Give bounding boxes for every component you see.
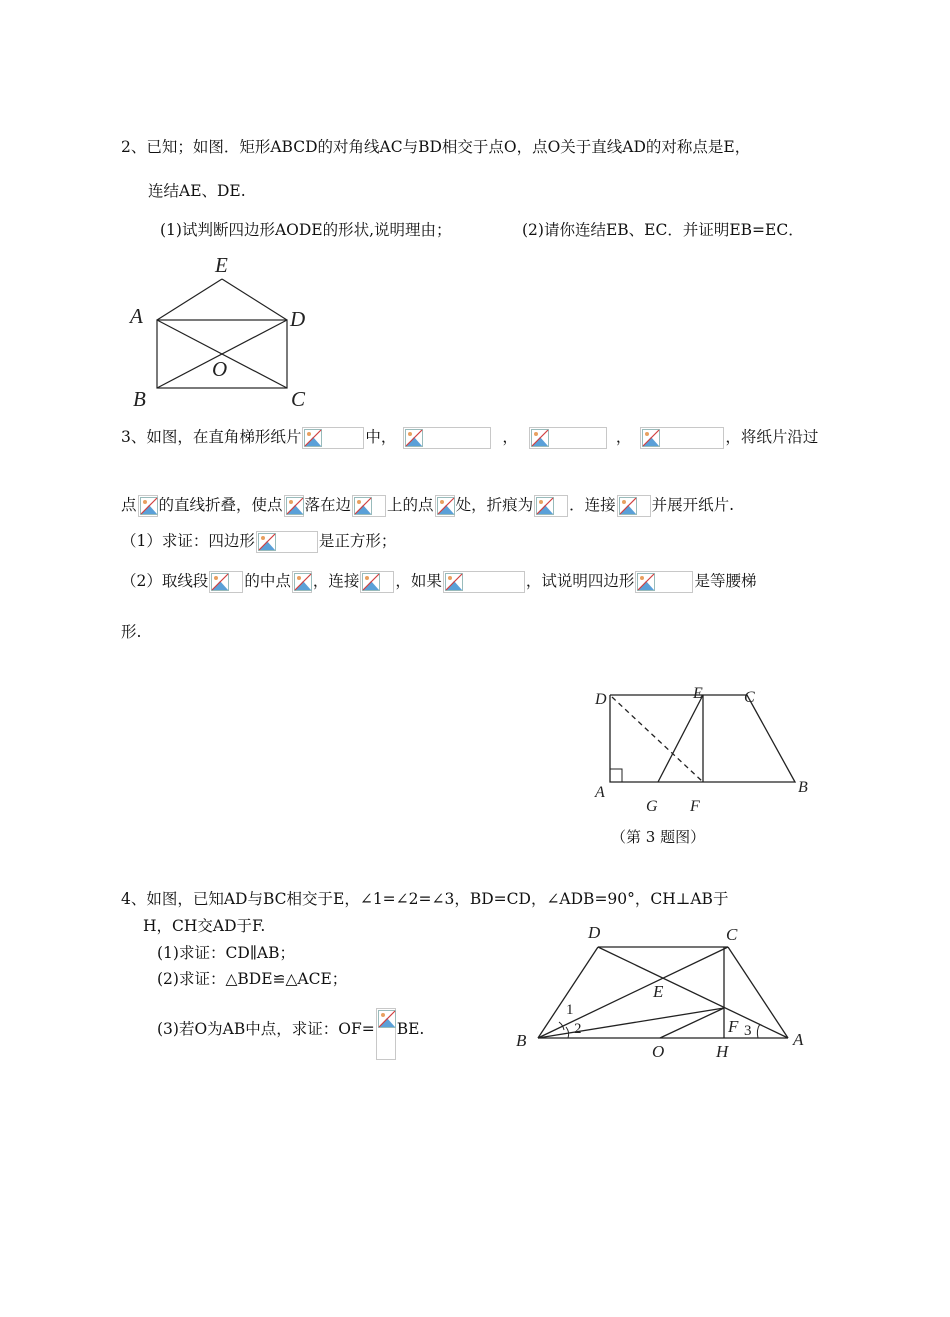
q3-line3: （1）求证：四边形 是正方形； bbox=[121, 530, 396, 553]
q4-sub1: (1)求证：CD∥AB； bbox=[157, 944, 295, 962]
q2-rectangle-figure bbox=[125, 248, 325, 418]
q3-line2: 点 的直线折叠，使点 落在边 上的点 处，折痕为 ．连接 并展开纸片. bbox=[121, 494, 734, 517]
broken-image-icon bbox=[292, 571, 312, 593]
broken-image-icon bbox=[529, 427, 607, 449]
label-d: D bbox=[588, 923, 601, 942]
broken-image-icon bbox=[376, 1008, 396, 1060]
q4-trapezoid-figure bbox=[510, 920, 815, 1065]
label-a: A bbox=[793, 1030, 804, 1049]
label-f: F bbox=[728, 1017, 739, 1036]
broken-image-icon bbox=[443, 571, 525, 593]
label-c: C bbox=[744, 689, 755, 706]
broken-image-icon bbox=[209, 571, 243, 593]
label-d: D bbox=[595, 691, 607, 708]
label-b: B bbox=[133, 387, 146, 411]
broken-image-icon bbox=[640, 427, 724, 449]
figure-caption: （第 3 题图） bbox=[611, 828, 706, 846]
angle-3: 3 bbox=[744, 1023, 752, 1039]
q4-line2: H，CH交AD于F. bbox=[143, 917, 266, 935]
label-o: O bbox=[652, 1042, 665, 1061]
broken-image-icon bbox=[256, 531, 318, 553]
broken-image-icon bbox=[284, 495, 304, 517]
q2-line2: 连结AE、DE. bbox=[148, 182, 246, 200]
label-h: H bbox=[716, 1042, 729, 1061]
q4-line1: 4、如图，已知AD与BC相交于E，∠1=∠2=∠3，BD=CD，∠ADB=90°，CH⊥AB于 bbox=[121, 890, 729, 908]
label-d: D bbox=[290, 307, 306, 331]
label-g: G bbox=[646, 798, 658, 815]
broken-image-icon bbox=[435, 495, 455, 517]
broken-image-icon bbox=[617, 495, 651, 517]
label-a: A bbox=[595, 784, 605, 801]
q2-sub1: (1)试判断四边形AODE的形状,说明理由； bbox=[160, 221, 452, 239]
label-e: E bbox=[215, 253, 228, 277]
label-c: C bbox=[726, 925, 738, 944]
q3-line1: 3、如图，在直角梯形纸片 中， ， ， ，将纸片沿过 bbox=[121, 426, 818, 449]
broken-image-icon bbox=[635, 571, 693, 593]
label-b: B bbox=[516, 1031, 527, 1050]
q4-sub3: (3)若O为AB中点，求证：OF= BE. bbox=[157, 1008, 424, 1060]
q3-trapezoid-figure bbox=[585, 680, 825, 820]
broken-image-icon bbox=[352, 495, 386, 517]
q3-line4: （2）取线段 的中点 ，连接 ，如果 ，试说明四边形 是等腰梯 bbox=[121, 570, 756, 593]
angle-1: 1 bbox=[566, 1002, 574, 1018]
label-c: C bbox=[291, 387, 306, 411]
broken-image-icon bbox=[360, 571, 394, 593]
broken-image-icon bbox=[534, 495, 568, 517]
label-b: B bbox=[798, 779, 808, 796]
label-a: A bbox=[130, 304, 143, 328]
broken-image-icon bbox=[403, 427, 491, 449]
q2-sub2: (2)请你连结EB、EC．并证明EB=EC． bbox=[522, 221, 804, 239]
label-o: O bbox=[212, 357, 228, 381]
broken-image-icon bbox=[138, 495, 158, 517]
label-e: E bbox=[653, 982, 664, 1001]
q4-sub2: (2)求证：△BDE≌△ACE； bbox=[157, 970, 348, 988]
q3-line5: 形. bbox=[121, 623, 142, 641]
q2-line1: 2、已知；如图．矩形ABCD的对角线AC与BD相交于点O，点O关于直线AD的对称点是E， bbox=[121, 138, 751, 156]
angle-2: 2 bbox=[574, 1021, 582, 1037]
broken-image-icon bbox=[302, 427, 364, 449]
label-e: E bbox=[693, 685, 703, 702]
label-f: F bbox=[690, 798, 700, 815]
